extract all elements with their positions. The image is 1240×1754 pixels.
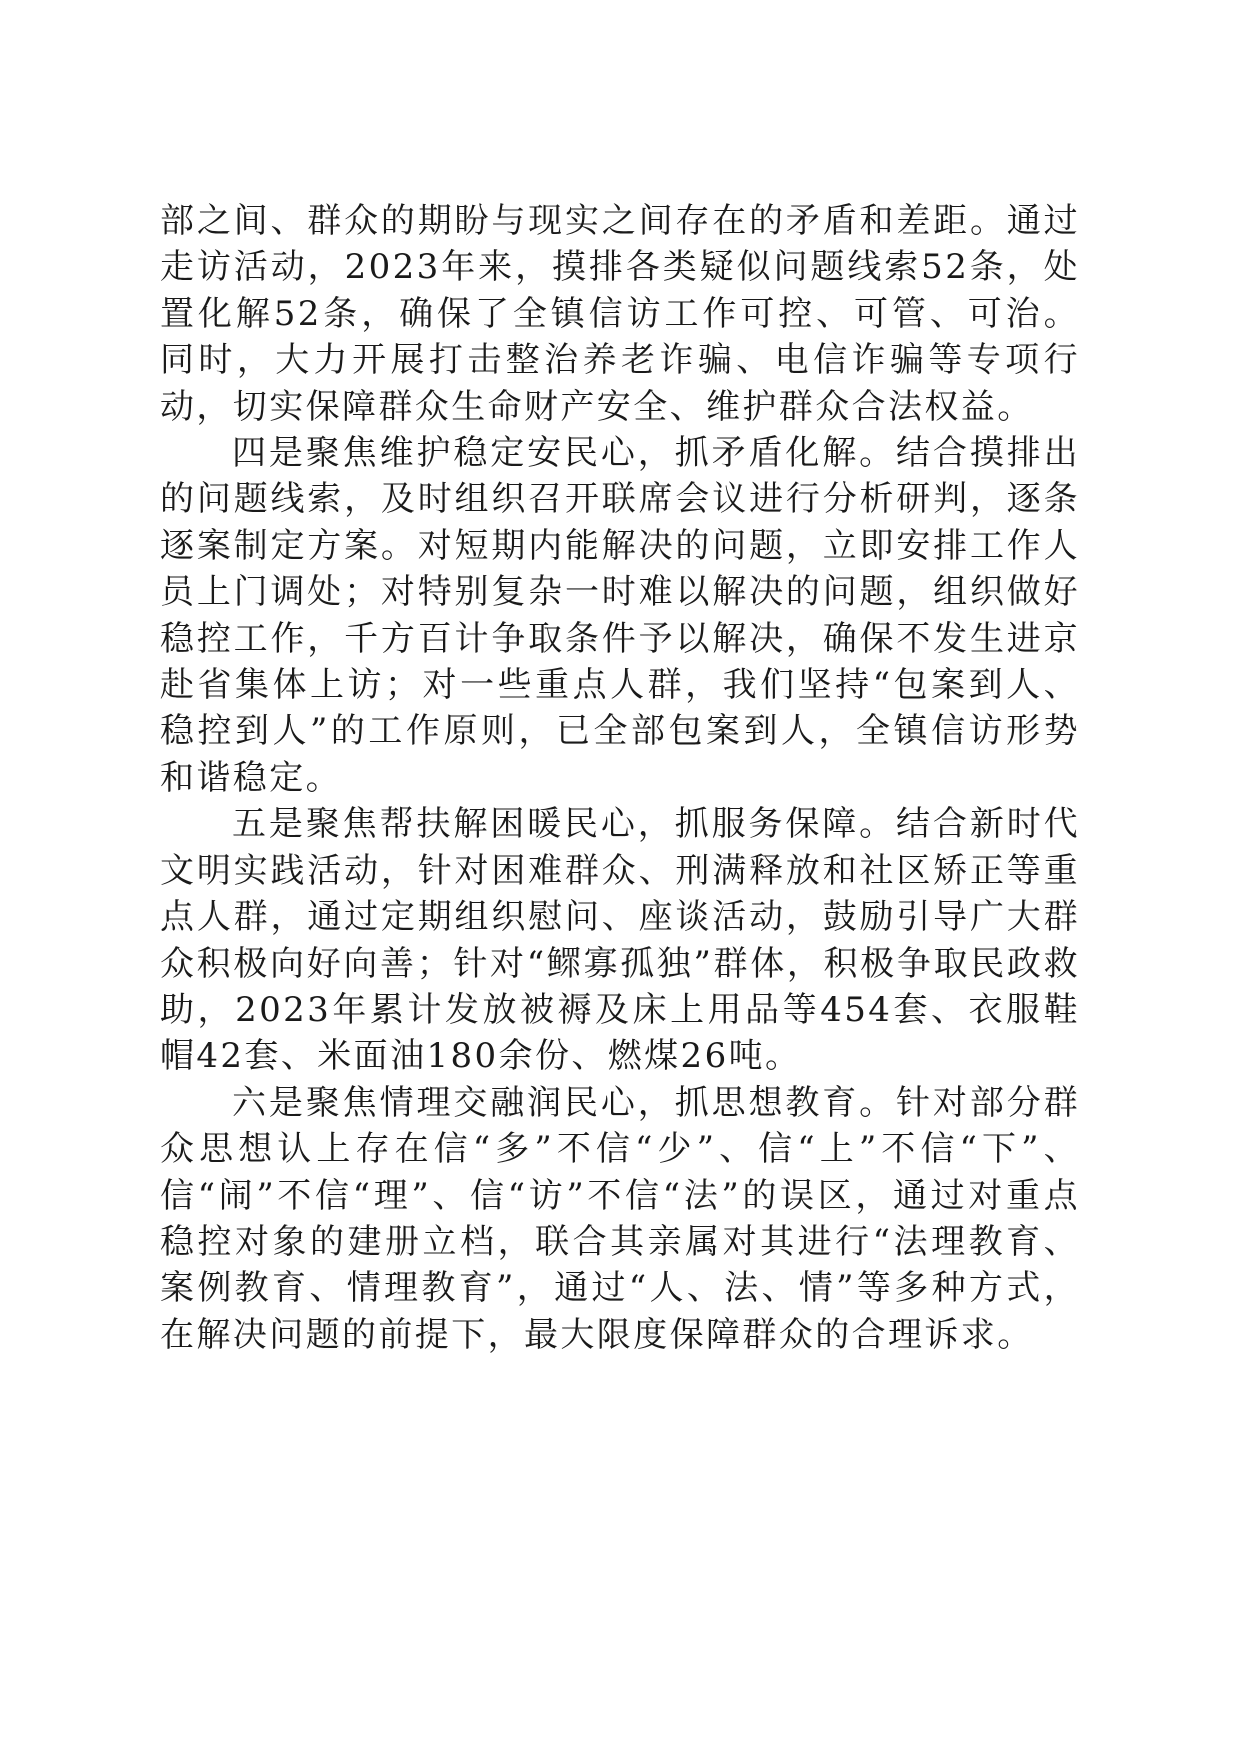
document-body — [160, 198, 1080, 1358]
paragraph-continuation: 部之间、群众的期盼与现实之间存在的矛盾和差距。通过走访活动，2023年来，摸排各类疑似问题线索52条，处置化解52条，确保了全镇信访工作可控、可管、可治。同时，大力开展打击整治养老诈骗、电信诈骗等专项行动，切实保障群众生命财产安全、维护群众合法权益。 — [160, 201, 1080, 427]
paragraph-point-four: 四是聚焦维护稳定安民心，抓矛盾化解。结合摸排出的问题线索，及时组织召开联席会议进行分析研判，逐条逐案制定方案。对短期内能解决的问题，立即安排工作人员上门调处；对特别复杂一时难以解决的问题，组织做好稳控工作，千方百计争取条件予以解决，确保不发生进京赴省集体上访；对一些重点人群，我们坚持“包案到人、稳控到人”的工作原则，已全部包案到人，全镇信访形势和谐稳定。 — [160, 433, 1080, 798]
paragraph-point-six: 六是聚焦情理交融润民心，抓思想教育。针对部分群众思想认上存在信“多”不信“少”、信“上”不信“下”、信“闹”不信“理”、信“访”不信“法”的误区，通过对重点稳控对象的建册立档，联合其亲属对其进行“法理教育、案例教育、情理教育”，通过“人、法、情”等多种方式，在解决问题的前提下，最大限度保障群众的合理诉求。 — [160, 1082, 1080, 1355]
paragraph-point-five: 五是聚焦帮扶解困暖民心，抓服务保障。结合新时代文明实践活动，针对困难群众、刑满释放和社区矫正等重点人群，通过定期组织慰问、座谈活动，鼓励引导广大群众积极向好向善；针对“鳏寡孤独”群体，积极争取民政救助，2023年累计发放被褥及床上用品等454套、衣服鞋帽42套、米面油180余份、燃煤26吨。 — [160, 804, 1080, 1077]
